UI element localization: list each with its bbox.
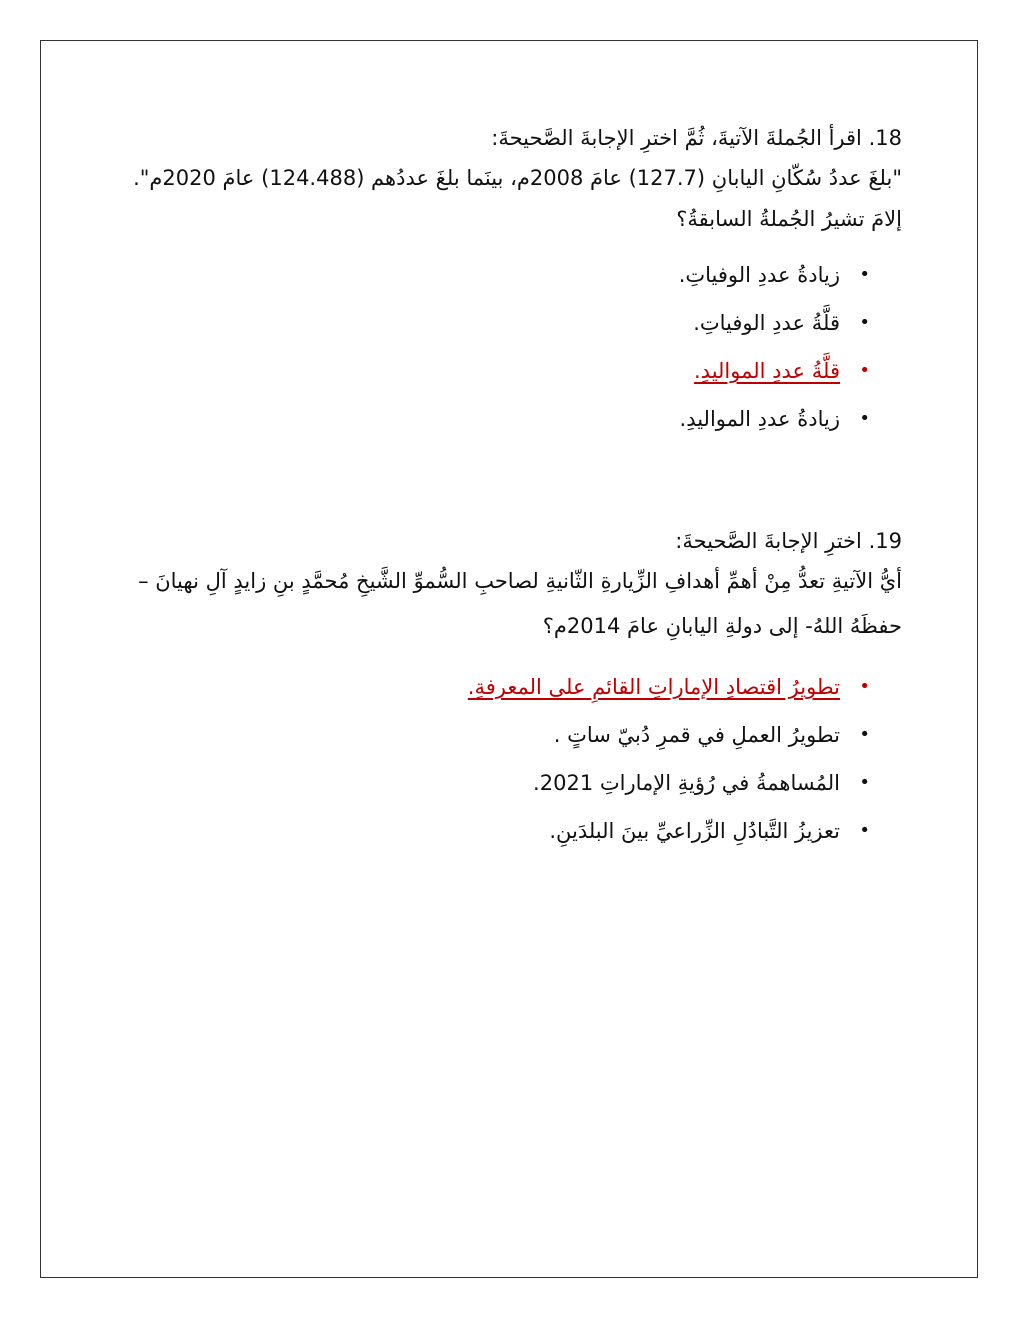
answer-option-correct[interactable] — [120, 663, 902, 711]
question-19-instruction: اخترِ الإجابةَ الصَّحيحةَ: — [675, 529, 862, 553]
bullet-icon: • — [859, 312, 870, 333]
answer-option[interactable] — [120, 807, 902, 855]
question-18-passage: "بلغَ عددُ سُكّانِ اليابانِ (127.7) عامَ 2008م، بينَما بلغَ عددُهم (124.488) عامَ 2020م". — [133, 166, 902, 190]
answer-option-text: قلَّةُ عددِ الوفياتِ. — [693, 311, 840, 335]
section-spacer — [120, 443, 902, 523]
bullet-icon: • — [859, 820, 870, 841]
answer-option[interactable] — [120, 711, 902, 759]
answer-option-text: زيادةُ عددِ الوفياتِ. — [678, 263, 840, 287]
answer-option-text: زيادةُ عددِ المواليدِ. — [679, 407, 840, 431]
answer-option[interactable] — [120, 759, 902, 807]
question-18-heading — [120, 120, 902, 156]
answer-option[interactable] — [120, 395, 902, 443]
bullet-icon: • — [859, 676, 870, 697]
question-18-options — [120, 251, 902, 443]
question-19-number: 19. — [868, 529, 902, 553]
bullet-icon: • — [859, 360, 870, 381]
bullet-icon: • — [859, 724, 870, 745]
question-18 — [120, 120, 902, 443]
question-19-prompt: أيُّ الآتيةِ تعدُّ مِنْ أهمِّ أهدافِ الزِّيارةِ الثّانيةِ لصاحبِ السُّموِّ الشَّيخِ مُحمَّدٍ بنِ زايدٍ آلِ نهيانَ – حفظَهُ اللهُ- إلى دولةِ اليابانِ عامَ 2014م؟ — [138, 569, 902, 638]
question-19 — [120, 523, 902, 855]
question-18-instruction: اقرأ الجُملةَ الآتيةَ، ثُمَّ اخترِ الإجابةَ الصَّحيحةَ: — [491, 126, 862, 150]
answer-option-text: قلَّةُ عددِ المواليدِ. — [694, 359, 840, 383]
question-18-prompt: إلامَ تشيرُ الجُملةُ السابقةُ؟ — [676, 207, 902, 231]
answer-option-text: المُساهمةُ في رُؤيةِ الإماراتِ 2021. — [533, 771, 840, 795]
question-19-options — [120, 663, 902, 855]
bullet-icon: • — [859, 408, 870, 429]
question-18-number: 18. — [868, 126, 902, 150]
answer-option-text: تطويرُ اقتصادِ الإماراتِ القائمِ على المعرفةِ. — [467, 675, 840, 699]
answer-option[interactable] — [120, 251, 902, 299]
bullet-icon: • — [859, 772, 870, 793]
answer-option-correct[interactable] — [120, 347, 902, 395]
bullet-icon: • — [859, 264, 870, 285]
answer-option[interactable] — [120, 299, 902, 347]
question-19-heading — [120, 523, 902, 559]
worksheet-content — [120, 120, 902, 855]
answer-option-text: تعزيزُ التَّبادُلِ الزِّراعيِّ بينَ البلدَينِ. — [549, 819, 840, 843]
answer-option-text: تطويرُ العملِ في قمرِ دُبيّ ساتٍ . — [553, 723, 840, 747]
